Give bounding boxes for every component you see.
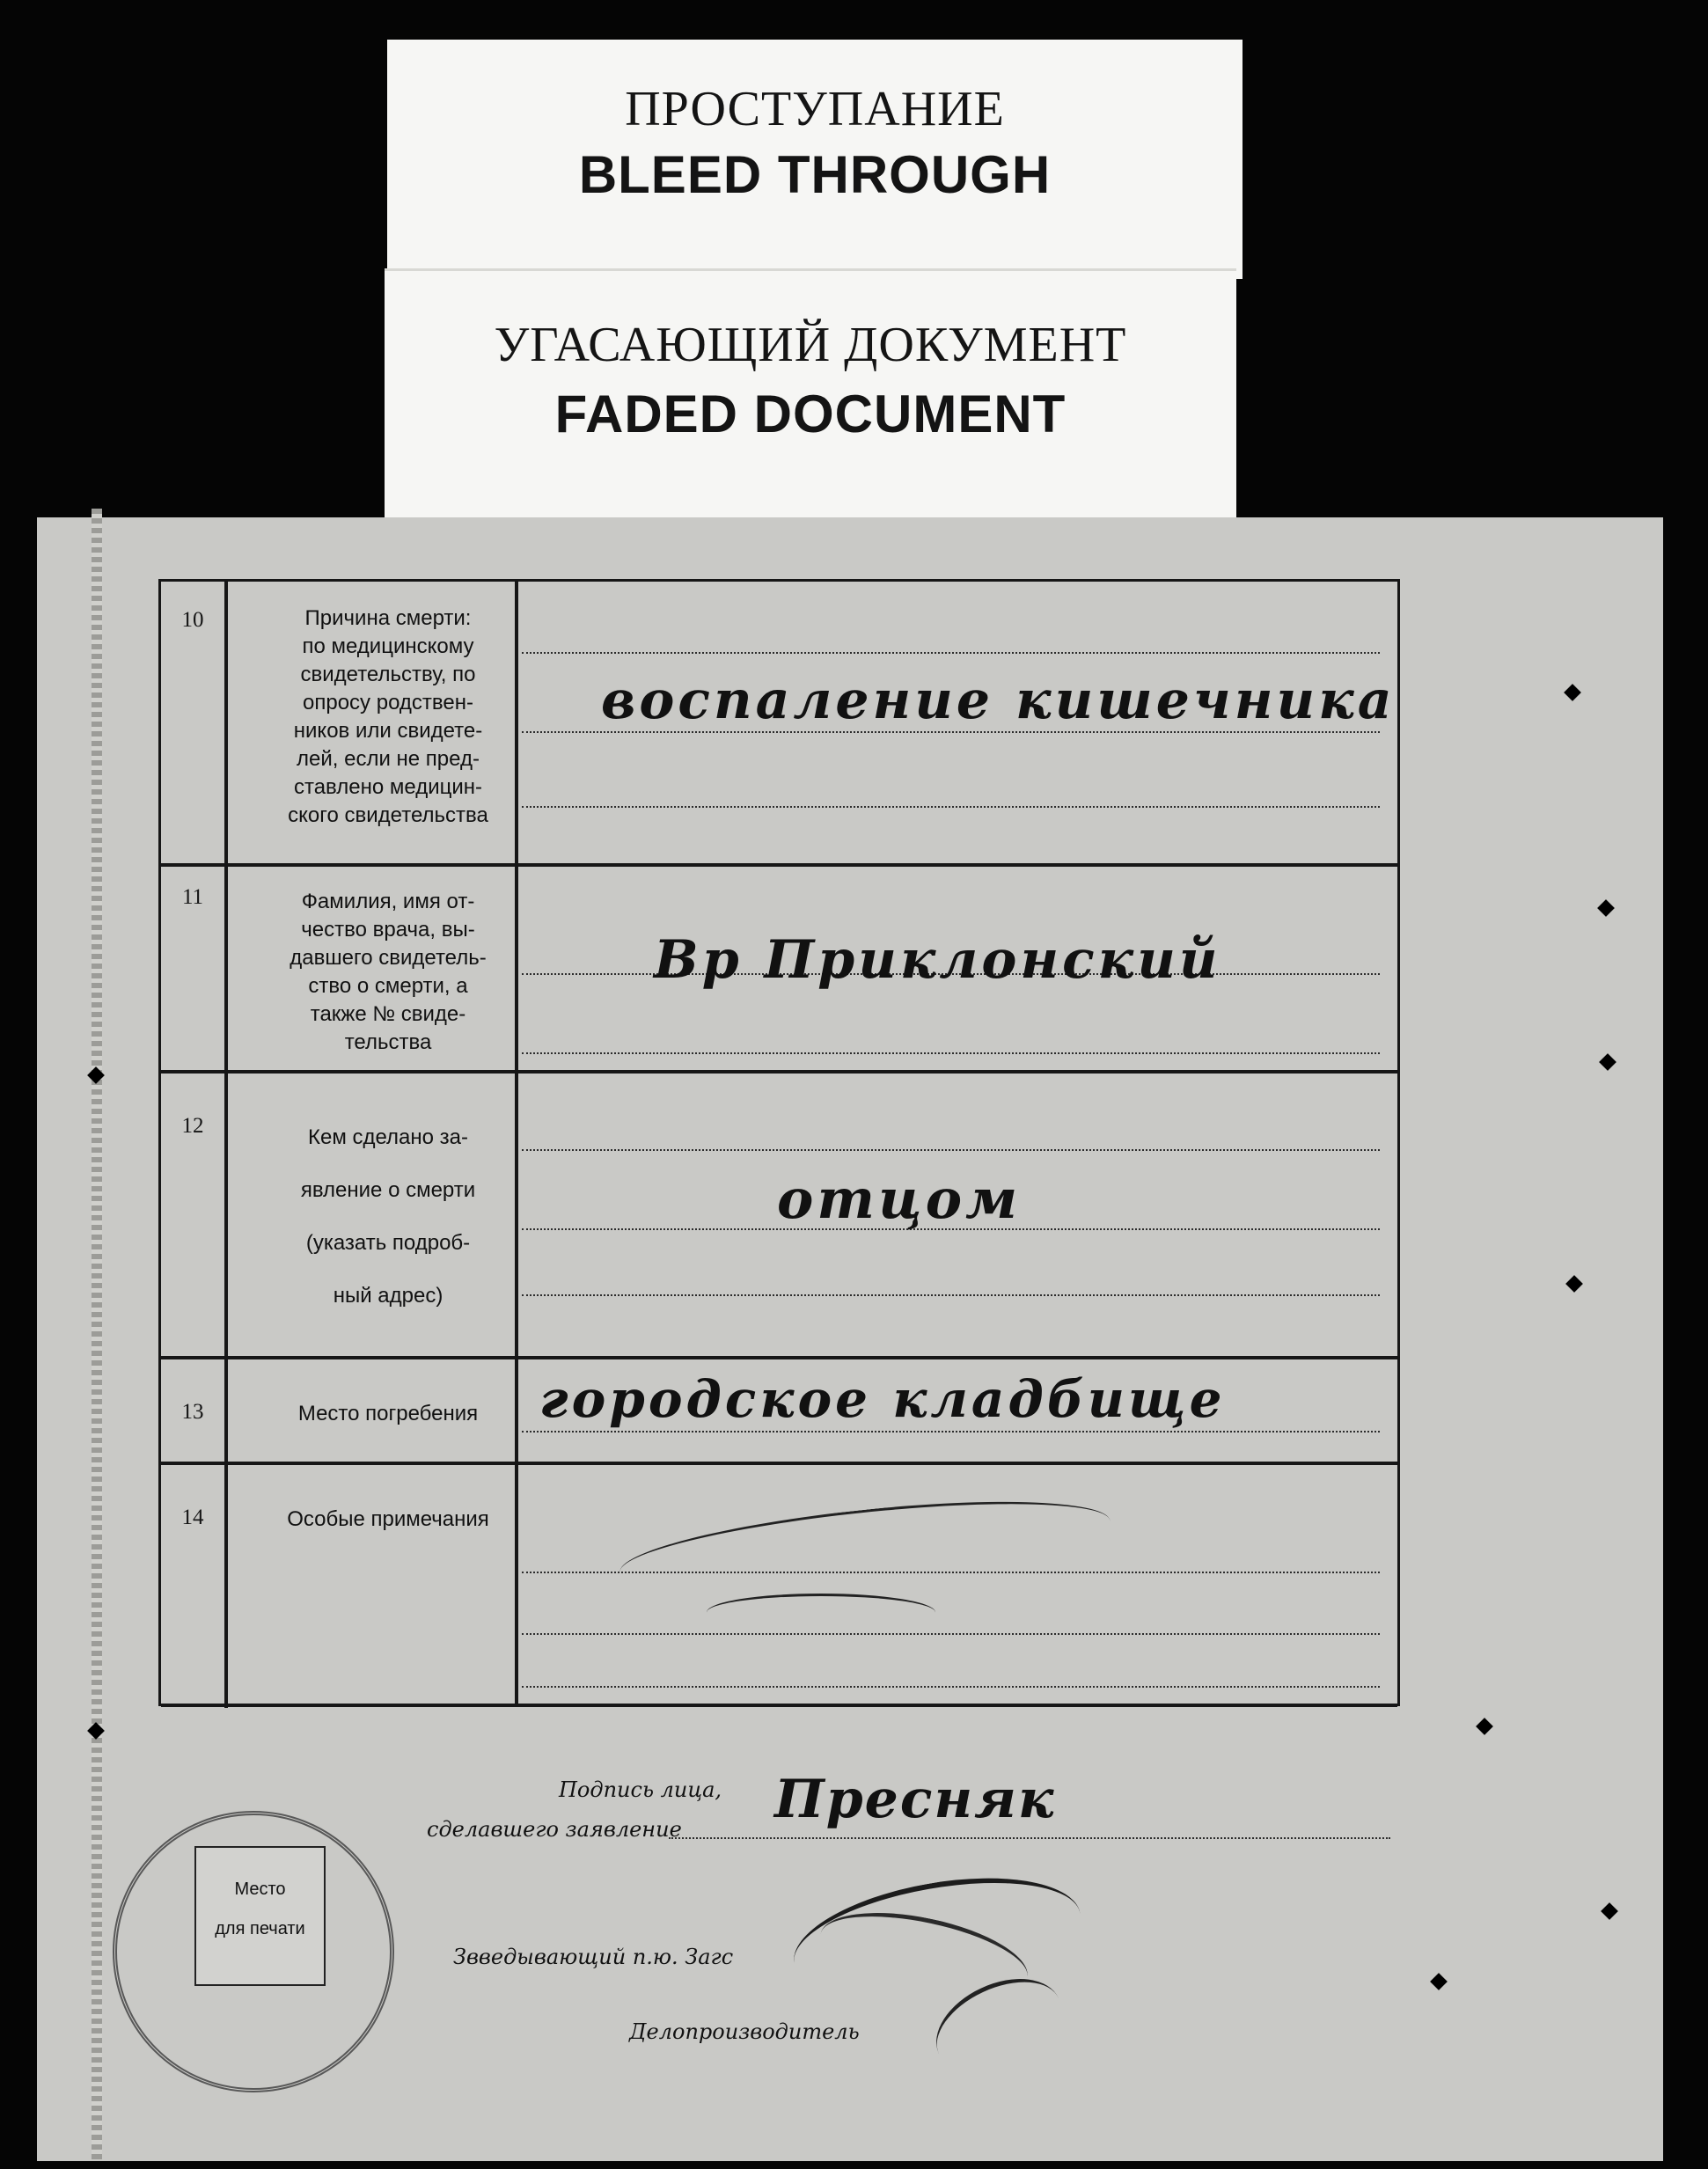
special-notes-label: Особые примечания bbox=[287, 1507, 489, 1531]
stamp-place-label: Место bbox=[234, 1880, 286, 1899]
declarant-signature-label-1: Подпись лица, bbox=[559, 1777, 722, 1802]
row-number-12: 12 bbox=[181, 1114, 204, 1138]
strike-line bbox=[707, 1594, 935, 1631]
row-number-10: 10 bbox=[181, 608, 204, 632]
clerk-label: Делопроизводитель bbox=[629, 2019, 860, 2044]
stamp-placeholder-box bbox=[194, 1846, 326, 1986]
registry-head-label: Звведывающий п.ю. Загс bbox=[453, 1945, 734, 1969]
row-number-13: 13 bbox=[181, 1400, 204, 1424]
cause-of-death-label: Причина смерти: по медицинскому свидетельству, по опросу родствен- ников или свидете- лей, если не пред- ставлено медицин- ского свидетельства bbox=[288, 606, 488, 827]
bleed-through-ru: ПРОСТУПАНИЕ bbox=[625, 82, 1005, 136]
burial-place-value: городское кладбище bbox=[539, 1369, 1226, 1429]
doctor-name-label: Фамилия, имя от- чество врача, вы- давшего свидетель- ство о смерти, а также № свиде- тельства bbox=[290, 890, 487, 1054]
declarant-signature-line bbox=[669, 1837, 1390, 1839]
bleed-through-en: BLEED THROUGH bbox=[578, 145, 1052, 204]
death-record-table bbox=[158, 579, 1400, 1706]
faded-document-notice bbox=[385, 268, 1236, 520]
burial-place-label: Место погребения bbox=[297, 1402, 479, 1425]
declarant-label: Кем сделано за- явление о смерти (указать подроб- ный адрес) bbox=[300, 1125, 476, 1308]
row-number-14: 14 bbox=[181, 1506, 204, 1529]
bleed-through-notice bbox=[387, 40, 1243, 279]
declarant-signature: Пресняк bbox=[774, 1769, 1056, 1830]
perforated-edge bbox=[92, 509, 102, 2159]
cause-of-death-value: воспаление кишечника bbox=[601, 670, 1396, 731]
faded-document-en: FADED DOCUMENT bbox=[554, 385, 1067, 443]
stamp-for-print-label: для печати bbox=[215, 1919, 305, 1938]
row-number-11: 11 bbox=[181, 885, 204, 909]
declarant-value: отцом bbox=[777, 1167, 1022, 1231]
strike-line bbox=[616, 1484, 1114, 1608]
declarant-signature-label-2: сделавшего заявление bbox=[427, 1817, 682, 1842]
doctor-name-value: Вр Приклонский bbox=[654, 929, 1221, 991]
faded-document-ru: УГАСАЮЩИЙ ДОКУМЕНТ bbox=[494, 318, 1127, 372]
